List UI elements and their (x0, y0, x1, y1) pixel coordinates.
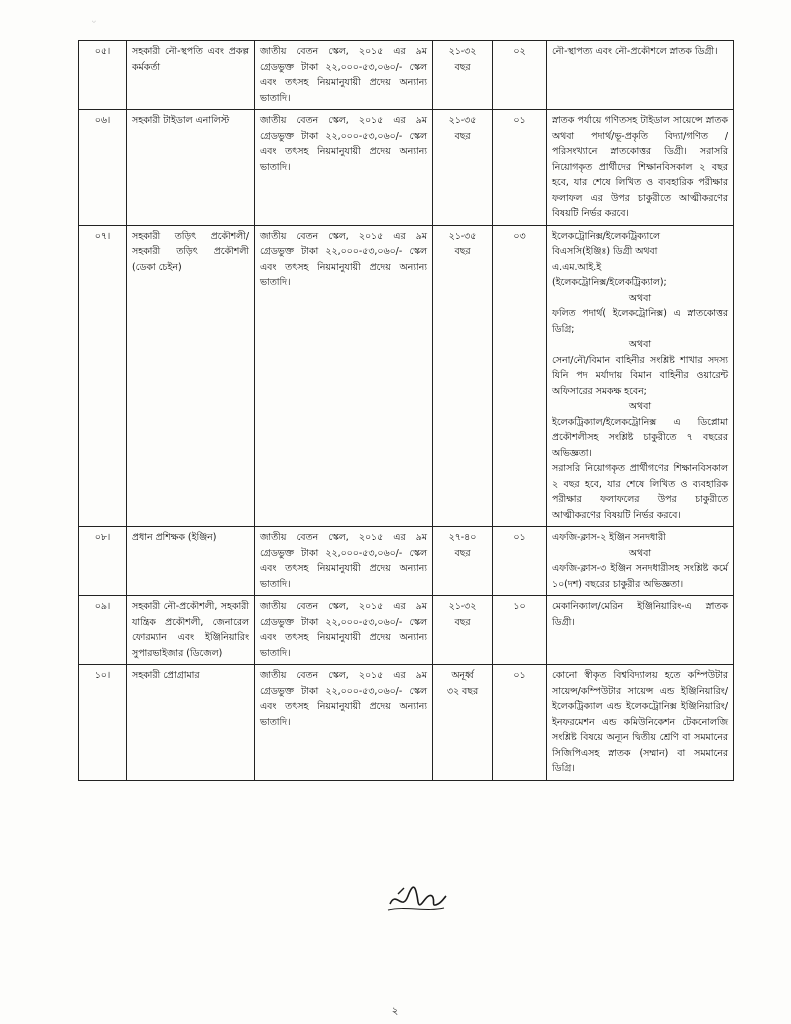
age-limit-cell (433, 41, 493, 110)
post-name-line: সহকারী টাইডাল এনালিস্ট (132, 115, 230, 126)
post-count-cell: ০১ (493, 110, 547, 226)
qualification-line: এ.এম.আই.ই (552, 261, 602, 273)
post-count-cell: ১০ (493, 596, 547, 665)
qualification-cell (547, 527, 734, 596)
post-count-cell: ০১ (493, 527, 547, 596)
qualification-line: অথবা (628, 547, 652, 559)
qualification-line: এফজি-ক্লাস-২ ইঞ্জিন সনদধারী (552, 532, 666, 543)
table-row (79, 41, 734, 110)
post-name-line: সহকারী তড়িৎ প্রকৌশলী/সহকারী তড়িৎ প্রকৌশলী (ডেকা চেইন) (132, 230, 249, 273)
qualification-cell (547, 225, 734, 527)
pay-scale-cell: জাতীয় বেতন স্কেল, ২০১৫ এর ৯ম গ্রেডভুক্ত টাকা ২২,০০০-৫৩,০৬০/- স্কেল এবং তৎসহ নিয়মানুযায়ী প্রদেয় অন্যান্য ভাতাদি। (255, 225, 433, 527)
post-count-cell: ০২ (493, 41, 547, 110)
post-count-cell: ০১ (493, 665, 547, 781)
age-limit-line: বছর (454, 547, 471, 559)
post-name-cell (127, 527, 255, 596)
qualification-line: নৌ-স্থাপত্য এবং নৌ-প্রকৌশলে স্নাতক ডিগ্রী। (552, 46, 718, 57)
qualification-line: কোনো স্বীকৃত বিশ্ববিদ্যালয় হতে কম্পিউটার সায়েন্স/কম্পিউটার সায়েন্স এন্ড ইঞ্জিনিয়ারিং/ ইলেকট্রিক্যাল এন্ড ইলেকট্রোনিক্স ইঞ্জিনিয়ারিং/ ইনফরমেশন এন্ড কমিউনিকেশন টেকনোলজি সংশ্লিষ্ট বিষয়ে অন্যূন দ্বিতীয় শ্রেণি বা সমমানের সিজিপিএসহ স্নাতক (সম্মান) বা সমমানের ডিগ্রি। (552, 670, 728, 774)
age-limit-line: ২১-৩২ (448, 46, 477, 57)
qualification-line: মেকানিক্যাল/মেরিন ইঞ্জিনিয়ারিং-এ স্নাতক ডিগ্রী। (552, 601, 728, 628)
qualification-cell (547, 110, 734, 226)
post-name-cell (127, 665, 255, 781)
qualification-line: সরাসরি নিয়োগকৃত প্রার্থীগণের শিক্ষানবিসকাল ২ বছর হবে, যার শেষে লিখিত ও ব্যবহারিক পরীক্ষার ফলাফলের উপর চাকুরীতে আত্মীকরণের বিষয়টি নির্ভর করবে। (552, 463, 728, 521)
qualification-line: ফলিত পদার্থ( ইলেকট্রোনিক্স) এ স্নাতকোত্তর ডিগ্রি; (552, 308, 728, 335)
qualification-line: ইলেকট্রিক্যাল/ইলেকট্রোনিক্স এ ডিপ্লোমা প্রকৌশলীসহ সংশ্লিষ্ট চাকুরীতে ৭ বছরের অভিজ্ঞতা। (552, 416, 728, 459)
age-limit-line: বছর (454, 246, 471, 257)
post-name-line: সহকারী নৌ-প্রকৌশলী, সহকারী যান্ত্রিক প্রকৌশলী, জেনারেল ফোরম্যান এবং ইঞ্জিনিয়ারিং সুপারভাইজার (ডিজেল) (132, 601, 249, 659)
post-count-cell: ০৩ (493, 225, 547, 527)
post-name-line: প্রধান প্রশিক্ষক (ইঞ্জিন) (132, 532, 217, 543)
table-row (79, 225, 734, 527)
age-limit-line: অনূর্ধ্ব (451, 670, 474, 681)
age-limit-line: ২১-৩২ (448, 601, 477, 612)
serial-number-cell: ০৮। (79, 527, 127, 596)
age-limit-line: ২১-৩৫ (448, 230, 477, 242)
serial-number-cell: ১০। (79, 665, 127, 781)
pay-scale-cell: জাতীয় বেতন স্কেল, ২০১৫ এর ৯ম গ্রেডভুক্ত টাকা ২২,০০০-৫৩,০৬০/- স্কেল এবং তৎসহ নিয়মানুযায়ী প্রদেয় অন্যান্য ভাতাদি। (255, 41, 433, 110)
age-limit-line: বছর (454, 61, 471, 73)
posts-table-body (79, 41, 734, 781)
serial-number-cell: ০৫। (79, 41, 127, 110)
pay-scale-cell: জাতীয় বেতন স্কেল, ২০১৫ এর ৯ম গ্রেডভুক্ত টাকা ২২,০০০-৫৩,০৬০/- স্কেল এবং তৎসহ নিয়মানুযায়ী প্রদেয় অন্যান্য ভাতাদি। (255, 665, 433, 781)
qualification-line: সেনা/নৌ/বিমান বাহিনীর সংশ্লিষ্ট শাখার সদস্য যিনি পদ মর্যাদায় বিমান বাহিনীর ওয়ারেন্ট অফিসারের সমকক্ষ হবেন; (552, 354, 728, 397)
qualification-line: অথবা (628, 339, 652, 350)
table-row (79, 110, 734, 226)
posts-table (78, 40, 734, 781)
age-limit-cell (433, 665, 493, 781)
handwritten-signature-icon (386, 882, 448, 918)
scan-mark-icon: ᵕ (92, 18, 97, 29)
post-name-line: সহকারী প্রোগ্রামার (132, 670, 200, 681)
page-number: ২ (391, 1006, 399, 1017)
qualification-line: (ইলেকট্রোনিক্স/ইলেকট্রিক্যাল); (552, 277, 667, 288)
age-limit-line: বছর (454, 616, 471, 628)
post-name-cell (127, 225, 255, 527)
qualification-cell (547, 596, 734, 665)
serial-number-cell: ০৬। (79, 110, 127, 226)
qualification-cell (547, 665, 734, 781)
age-limit-line: ৩২ বছর (446, 685, 479, 697)
qualification-line: অথবা (628, 401, 652, 412)
qualification-line: স্নাতক পর্যায়ে গণিতসহ টাইডাল সায়েন্সে স্নাতক অথবা পদার্থ/ভূ-প্রকৃতি বিদ্যা/গণিত /পরিসংখ্যানে স্নাতকোত্তর ডিগ্রী। সরাসরি নিয়োগকৃত প্রার্থীদের শিক্ষানবিসকাল ২ বছর হবে, যার শেষে লিখিত ও ব্যবহারিক পরীক্ষার ফলাফল এর উপর চাকুরীতে আত্মীকরণের বিষয়টি নির্ভর করবে। (552, 115, 728, 219)
age-limit-cell (433, 110, 493, 226)
qualification-cell (547, 41, 734, 110)
age-limit-line: ২৭-৪০ (448, 532, 477, 543)
qualification-line: এফজি-ক্লাস-৩ ইঞ্জিন সনদধারীসহ সংশ্লিষ্ট কর্মে ১০(দশ) বছরের চাকুরীর অভিজ্ঞতা। (552, 563, 728, 590)
serial-number-cell: ০৯। (79, 596, 127, 665)
pay-scale-cell: জাতীয় বেতন স্কেল, ২০১৫ এর ৯ম গ্রেডভুক্ত টাকা ২২,০০০-৫৩,০৬০/- স্কেল এবং তৎসহ নিয়মানুযায়ী প্রদেয় অন্যান্য ভাতাদি। (255, 110, 433, 226)
post-name-line: সহকারী নৌ-স্থপতি এবং প্রকল্প কর্মকর্তা (132, 46, 249, 73)
serial-number-cell: ০৭। (79, 225, 127, 527)
age-limit-cell (433, 225, 493, 527)
qualification-line: ইলেকট্রোনিক্স/ইলেকট্রিক্যালে (552, 230, 660, 242)
qualification-line: বিএসসি(ইঞ্জিঃ) ডিগ্রী অথবা (552, 246, 658, 257)
pay-scale-cell: জাতীয় বেতন স্কেল, ২০১৫ এর ৯ম গ্রেডভুক্ত টাকা ২২,০০০-৫৩,০৬০/- স্কেল এবং তৎসহ নিয়মানুযায়ী প্রদেয় অন্যান্য ভাতাদি। (255, 527, 433, 596)
post-name-cell (127, 110, 255, 226)
age-limit-line: বছর (454, 130, 471, 142)
table-row (79, 665, 734, 781)
table-row (79, 527, 734, 596)
age-limit-cell (433, 596, 493, 665)
table-row (79, 596, 734, 665)
qualification-line: অথবা (628, 292, 652, 304)
age-limit-line: ২১-৩৫ (448, 115, 477, 126)
post-name-cell (127, 41, 255, 110)
pay-scale-cell: জাতীয় বেতন স্কেল, ২০১৫ এর ৯ম গ্রেডভুক্ত টাকা ২২,০০০-৫৩,০৬০/- স্কেল এবং তৎসহ নিয়মানুযায়ী প্রদেয় অন্যান্য ভাতাদি। (255, 596, 433, 665)
post-name-cell (127, 596, 255, 665)
age-limit-cell (433, 527, 493, 596)
